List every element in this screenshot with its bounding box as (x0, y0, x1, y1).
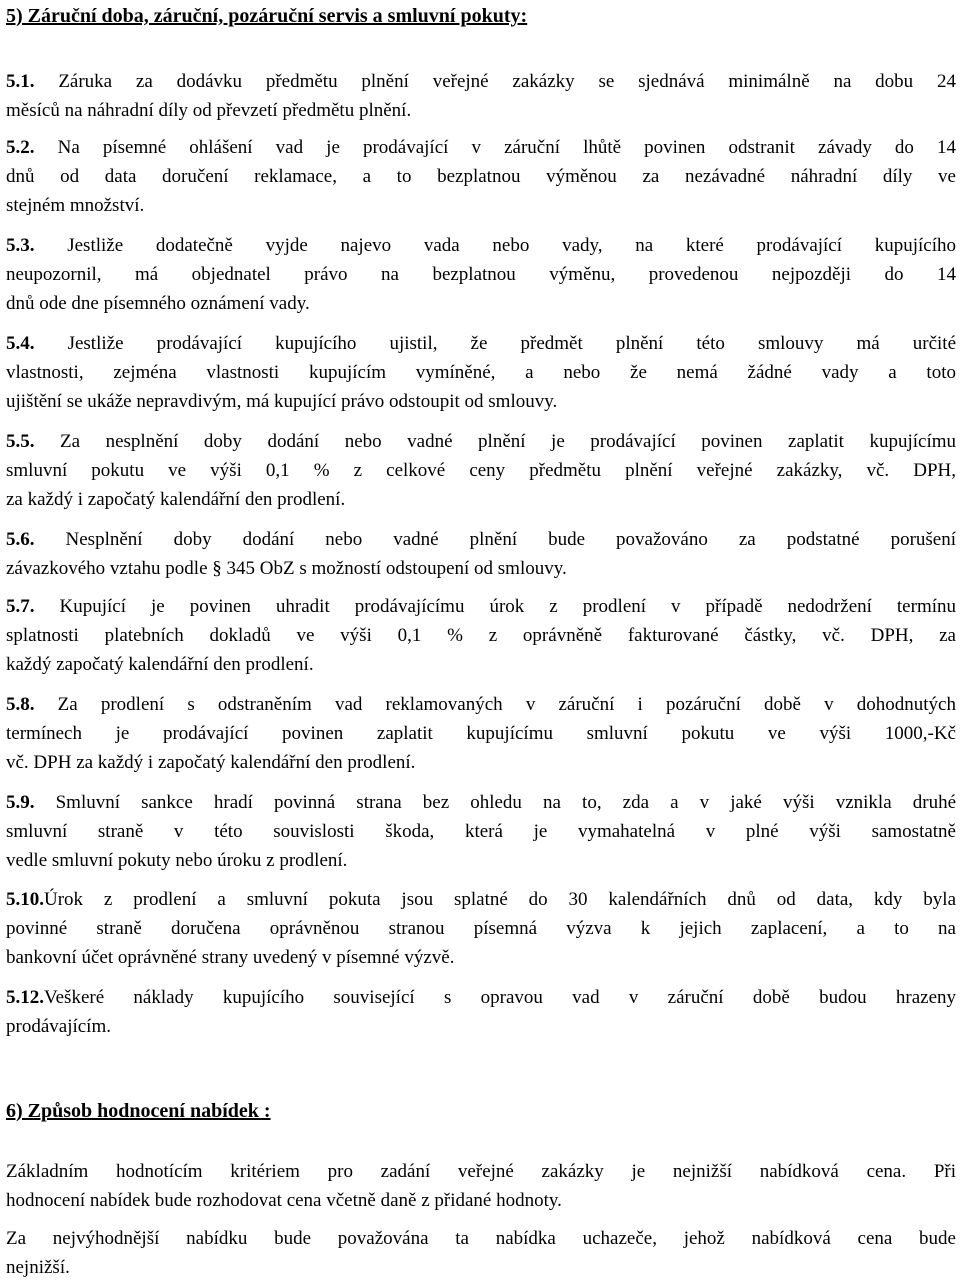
clause-line: splatnosti platebních dokladů ve výši 0,1 % z oprávněně fakturované částky, vč. DPH, za (6, 625, 956, 646)
paragraph-line: nejnižší. (6, 1257, 70, 1278)
clause-line (6, 788, 956, 817)
clause-line: závazkového vztahu podle § 345 ObZ s možností odstoupení od smlouvy. (6, 558, 567, 579)
section-5-heading: 5) Záruční doba, záruční, pozáruční servis a smluvní pokuty: (6, 5, 528, 27)
clause-line: smluvní straně v této souvislosti škoda, která je vymahatelná v plné výši samostatně (6, 821, 956, 842)
clause-text: Veškeré náklady kupujícího související s opravou vad v záruční době budou hrazeny (44, 987, 956, 1008)
clause-5-2 (6, 133, 956, 220)
clause-number: 5.10. (6, 889, 44, 910)
paragraph-line: hodnocení nabídek bude rozhodovat cena včetně daně z přidané hodnoty. (6, 1190, 562, 1211)
clause-line (6, 885, 956, 914)
paragraph-line: Základním hodnotícím kritériem pro zadání veřejné zakázky je nejnižší nabídková cena. Při (6, 1161, 956, 1182)
clause-line: povinné straně doručena oprávněnou stranou písemná výzva k jejich zaplacení, a to na (6, 918, 956, 939)
clause-line: každý započatý kalendářní den prodlení. (6, 654, 314, 675)
clause-line (6, 329, 956, 358)
clause-number: 5.7. (6, 596, 35, 617)
clause-5-1 (6, 67, 956, 125)
clause-line (6, 67, 956, 96)
clause-5-5 (6, 427, 956, 514)
clause-line (6, 525, 956, 554)
clause-text: Za prodlení s odstraněním vad reklamovaných v záruční i pozáruční době v dohodnutých (57, 694, 956, 715)
clause-line: ujištění se ukáže nepravdivým, má kupující právo odstoupit od smlouvy. (6, 391, 558, 412)
paragraph-line: Za nejvýhodnější nabídku bude považována ta nabídka uchazeče, jehož nabídková cena bude (6, 1228, 956, 1249)
clause-line (6, 592, 956, 621)
clause-text: Jestliže dodatečně vyjde najevo vada nebo vady, na které prodávající kupujícího (67, 235, 956, 256)
clause-line: termínech je prodávající povinen zaplatit kupujícímu smluvní pokutu ve výši 1000,-Kč (6, 723, 956, 744)
clause-line: vlastnosti, zejména vlastnosti kupujícím vymíněné, a nebo že nemá žádné vady a toto (6, 362, 956, 383)
clause-number: 5.5. (6, 431, 35, 452)
clause-line: stejném množství. (6, 195, 145, 216)
clause-text: Jestliže prodávající kupujícího ujistil, že předmět plnění této smlouvy má určité (67, 333, 956, 354)
clause-number: 5.4. (6, 333, 35, 354)
clause-line: dnů od data doručení reklamace, a to bezplatnou výměnou za nezávadné náhradní díly ve (6, 166, 956, 187)
evaluation-paragraph-2 (6, 1224, 956, 1282)
clause-line: neupozornil, má objednatel právo na bezplatnou výměnu, provedenou nejpozději do 14 (6, 264, 956, 285)
clause-line: smluvní pokutu ve výši 0,1 % z celkové ceny předmětu plnění veřejné zakázky, vč. DPH, (6, 460, 956, 481)
clause-text: Záruka za dodávku předmětu plnění veřejné zakázky se sjednává minimálně na dobu 24 (58, 71, 956, 92)
clause-number: 5.9. (6, 792, 35, 813)
clause-line: za každý i započatý kalendářní den prodlení. (6, 489, 346, 510)
clause-text: Úrok z prodlení a smluvní pokuta jsou splatné do 30 kalendářních dnů od data, kdy byla (44, 889, 956, 910)
clause-line (6, 231, 956, 260)
section-6-heading: 6) Způsob hodnocení nabídek : (6, 1100, 271, 1122)
clause-line (6, 983, 956, 1012)
clause-line: bankovní účet oprávněné strany uvedený v písemné výzvě. (6, 947, 455, 968)
clause-number: 5.2. (6, 137, 35, 158)
clause-5-10 (6, 885, 956, 972)
clause-line (6, 133, 956, 162)
clause-line: dnů ode dne písemného oznámení vady. (6, 293, 310, 314)
clause-number: 5.1. (6, 71, 35, 92)
clause-5-3 (6, 231, 956, 318)
clause-5-4 (6, 329, 956, 416)
clause-5-6 (6, 525, 956, 583)
clause-text: Nesplnění doby dodání nebo vadné plnění bude považováno za podstatné porušení (65, 529, 957, 550)
clause-text: Na písemné ohlášení vad je prodávající v záruční lhůtě povinen odstranit závady do 14 (57, 137, 957, 158)
clause-text: Kupující je povinen uhradit prodávajícímu úrok z prodlení v případě nedodržení termínu (59, 596, 956, 617)
clause-number: 5.6. (6, 529, 35, 550)
clause-line: měsíců na náhradní díly od převzetí předmětu plnění. (6, 100, 412, 121)
clause-5-8 (6, 690, 956, 777)
clause-text: Smluvní sankce hradí povinná strana bez ohledu na to, zda a v jaké výši vznikla druhé (55, 792, 956, 813)
clause-line: vedle smluvní pokuty nebo úroku z prodlení. (6, 850, 348, 871)
clause-line: prodávajícím. (6, 1016, 111, 1037)
clause-5-12 (6, 983, 956, 1041)
clause-number: 5.12. (6, 987, 44, 1008)
clause-5-7 (6, 592, 956, 679)
clause-number: 5.3. (6, 235, 35, 256)
clause-line (6, 690, 956, 719)
evaluation-paragraph-1 (6, 1157, 956, 1215)
clause-text: Za nesplnění doby dodání nebo vadné plnění je prodávající povinen zaplatit kupujícímu (60, 431, 956, 452)
clause-number: 5.8. (6, 694, 35, 715)
clause-5-9 (6, 788, 956, 875)
clause-line: vč. DPH za každý i započatý kalendářní den prodlení. (6, 752, 416, 773)
clause-line (6, 427, 956, 456)
